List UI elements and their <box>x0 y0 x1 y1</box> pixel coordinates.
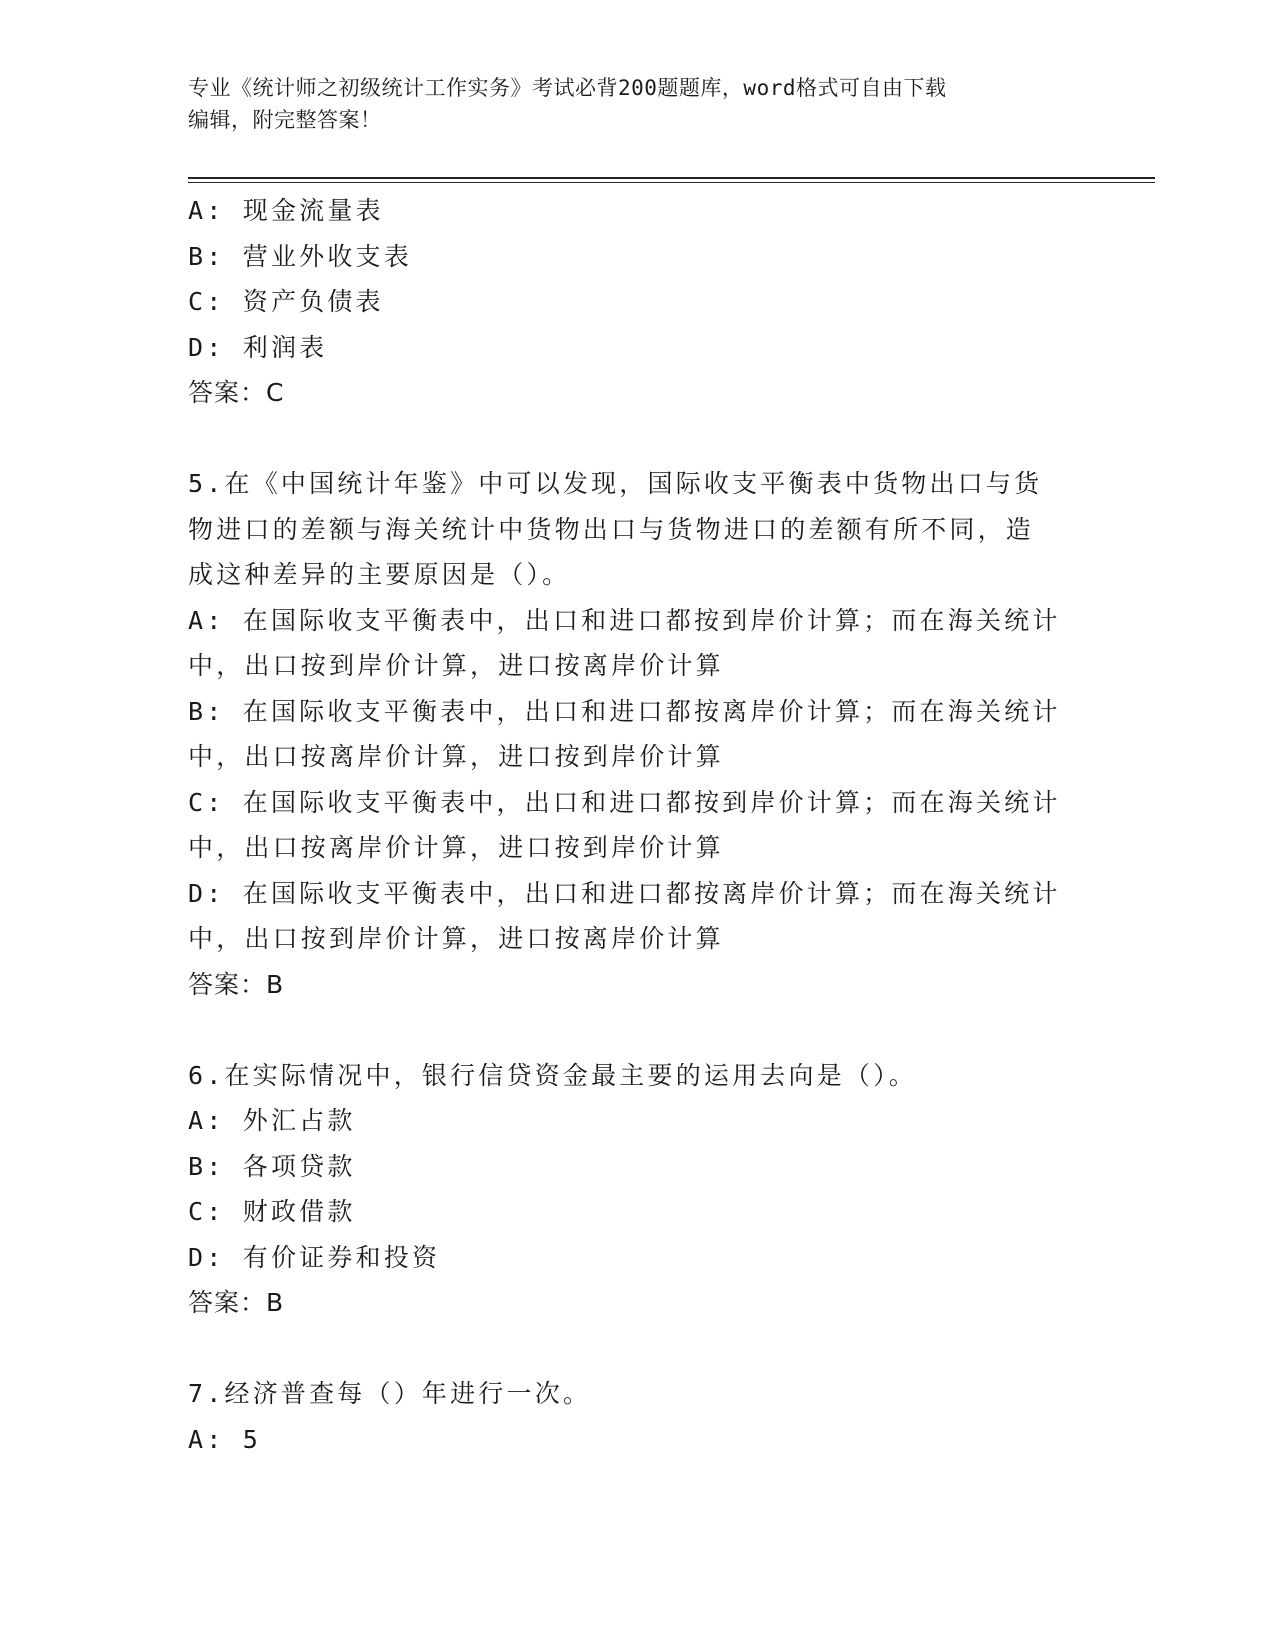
spacer <box>188 1326 1088 1372</box>
document-body <box>188 188 1088 1462</box>
q4-option-d: D: 利润表 <box>188 332 328 362</box>
question-4-block <box>188 188 1088 416</box>
spacer <box>188 416 1088 462</box>
q5-stem-line-3: 成这种差异的主要原因是（）。 <box>188 560 571 589</box>
q5-option-c-line-1: C: 在国际收支平衡表中，出口和进口都按到岸价计算；而在海关统计 <box>188 787 1061 817</box>
question-5-block <box>188 461 1088 1007</box>
header-divider-thin <box>188 182 1155 183</box>
spacer <box>188 1007 1088 1053</box>
q5-option-d-line-2: 中，出口按到岸价计算，进口按离岸价计算 <box>188 924 724 953</box>
q5-stem-line-2: 物进口的差额与海关统计中货物出口与货物进口的差额有所不同，造 <box>188 514 1035 544</box>
header-divider-thick <box>188 177 1155 179</box>
question-6-block <box>188 1053 1088 1326</box>
q5-option-b-line-2: 中，出口按离岸价计算，进口按到岸价计算 <box>188 742 724 771</box>
header-line-2: 编辑，附完整答案！ <box>188 108 382 132</box>
q4-option-b: B: 营业外收支表 <box>188 241 412 271</box>
q4-option-a: A: 现金流量表 <box>188 196 384 225</box>
q6-option-c: C: 财政借款 <box>188 1197 356 1226</box>
q5-answer: 答案：B <box>188 969 285 999</box>
q7-stem: 7.经济普查每（）年进行一次。 <box>188 1379 592 1408</box>
question-7-block <box>188 1371 1088 1462</box>
document-header <box>188 72 1068 136</box>
header-line-1: 专业《统计师之初级统计工作实务》考试必背200题题库，word格式可自由下载 <box>188 76 947 100</box>
q5-option-a-line-1: A: 在国际收支平衡表中，出口和进口都按到岸价计算；而在海关统计 <box>188 605 1061 635</box>
q5-option-c-line-2: 中，出口按离岸价计算，进口按到岸价计算 <box>188 833 724 862</box>
q6-option-a: A: 外汇占款 <box>188 1106 356 1135</box>
q6-stem: 6.在实际情况中，银行信贷资金最主要的运用去向是（）。 <box>188 1060 918 1090</box>
q6-option-d: D: 有价证券和投资 <box>188 1242 441 1272</box>
q5-option-b-line-1: B: 在国际收支平衡表中，出口和进口都按离岸价计算；而在海关统计 <box>188 696 1061 726</box>
q4-option-c: C: 资产负债表 <box>188 287 384 316</box>
q6-answer: 答案：B <box>188 1288 285 1317</box>
q6-option-b: B: 各项贷款 <box>188 1151 356 1181</box>
q5-option-d-line-1: D: 在国际收支平衡表中，出口和进口都按离岸价计算；而在海关统计 <box>188 878 1061 908</box>
q5-option-a-line-2: 中，出口按到岸价计算，进口按离岸价计算 <box>188 651 724 680</box>
q7-option-a: A: 5 <box>188 1424 262 1454</box>
q4-answer: 答案：C <box>188 378 285 407</box>
q5-stem-line-1: 5.在《中国统计年鉴》中可以发现，国际收支平衡表中货物出口与货 <box>188 469 1043 498</box>
